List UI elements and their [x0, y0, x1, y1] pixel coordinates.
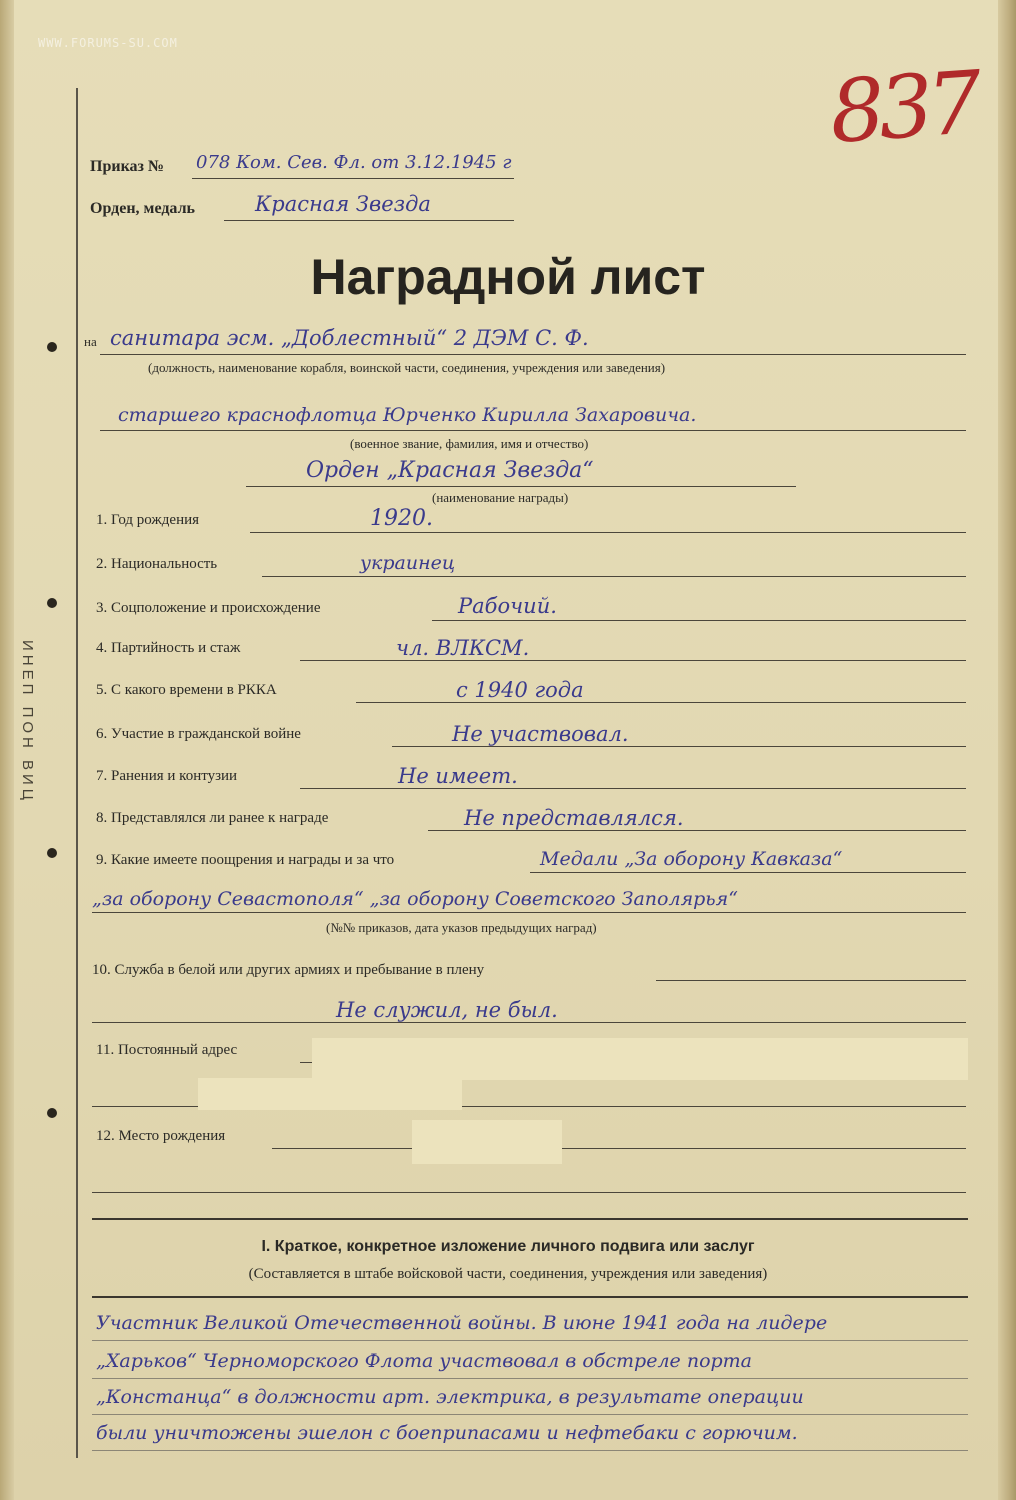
narrative-line: были уничтожены эшелон с боеприпасами и нефтебаки с горючим. [96, 1422, 798, 1444]
field-value: чл. ВЛКСМ. [396, 636, 530, 660]
ruled-line [92, 1414, 968, 1415]
field-value: Не имеет. [398, 764, 518, 788]
name-value: старшего краснофлотца Юрченко Кирилла Захаровича. [118, 404, 697, 426]
field9-caption: (№№ приказов, дата указов предыдущих наград) [326, 920, 597, 935]
ruled-line [92, 1340, 968, 1341]
field-label: 5. С какого времени в РККА [96, 682, 277, 698]
field-label: 12. Место рождения [96, 1128, 226, 1144]
name-caption: (военное звание, фамилия, имя и отчество) [350, 436, 589, 451]
field-value: Не представлялся. [464, 806, 684, 830]
field-label: 6. Участие в гражданской войне [96, 726, 301, 742]
field-underline [300, 788, 966, 789]
redacted-address [198, 1078, 462, 1110]
field-label: 11. Постоянный адрес [96, 1042, 238, 1058]
field-underline [428, 830, 966, 831]
unit-underline [100, 354, 966, 355]
unit-value: санитара эсм. „Доблестный“ 2 ДЭМ С. Ф. [110, 326, 589, 350]
to-label: на [84, 334, 97, 349]
field-underline [432, 620, 966, 621]
field-value: Медали „За оборону Кавказа“ [540, 848, 843, 870]
section-bottom-rule [92, 1296, 968, 1298]
medal-underline [224, 220, 514, 221]
field-value: Не участвовал. [452, 722, 629, 746]
redacted-birthplace [412, 1120, 562, 1164]
narrative-line: Участник Великой Отечественной войны. В июне 1941 года на лидере [96, 1312, 828, 1334]
field-underline [392, 746, 966, 747]
field-label: 3. Соцположение и происхождение [96, 600, 321, 616]
field-value: Не служил, не был. [336, 998, 558, 1022]
field-underline [272, 1148, 966, 1149]
award-caption: (наименование награды) [432, 490, 569, 505]
field-value: украинец [360, 552, 456, 574]
award-value: Орден „Красная Звезда“ [306, 458, 594, 483]
field-underline [92, 1192, 966, 1193]
ruled-line [92, 1450, 968, 1451]
punch-hole [47, 342, 57, 352]
field-underline [92, 912, 966, 913]
field-underline [92, 1022, 966, 1023]
field-label: 10. Служба в белой или других армиях и пребывание в плену [92, 962, 485, 978]
narrative-line: „Харьков“ Черноморского Флота участвовал в обстреле порта [96, 1350, 753, 1372]
field-value: „за оборону Севастополя“ „за оборону Советского Заполярья“ [92, 888, 738, 910]
award-underline [246, 486, 796, 487]
field-underline [356, 702, 966, 703]
field-label: 7. Ранения и контузии [96, 768, 238, 784]
section-subtitle: (Составляется в штабе войсковой части, соединения, учреждения или заведения) [248, 1266, 768, 1282]
field-value: 1920. [370, 506, 433, 531]
name-underline [100, 430, 966, 431]
redacted-address [312, 1038, 968, 1080]
field-underline [656, 980, 966, 981]
field-underline [300, 660, 966, 661]
punch-hole [47, 848, 57, 858]
archive-vertical-stamp: ИНЕП ПОН ВИЦ [19, 640, 36, 804]
archive-sheet-number: 837 [826, 53, 980, 163]
field-label: 9. Какие имеете поощрения и награды и за что [96, 852, 395, 868]
document-title: Наградной лист [310, 249, 706, 305]
field-label: 1. Год рождения [96, 512, 200, 528]
field-underline [530, 872, 966, 873]
field-underline [250, 532, 966, 533]
unit-caption: (должность, наименование корабля, воинской части, соединения, учреждения или заведения) [148, 360, 666, 375]
order-underline [192, 178, 514, 179]
medal-value: Красная Звезда [255, 192, 431, 216]
field-label: 8. Представлялся ли ранее к награде [96, 810, 329, 826]
punch-hole [47, 598, 57, 608]
field-label: 2. Национальность [96, 556, 218, 572]
section-top-rule [92, 1218, 968, 1220]
medal-label: Орден, медаль [90, 200, 196, 217]
field-label: 4. Партийность и стаж [96, 640, 241, 656]
field-underline [262, 576, 966, 577]
site-watermark: WWW.FORUMS-SU.COM [38, 36, 178, 50]
order-label: Приказ № [90, 158, 165, 175]
field-value: с 1940 года [456, 678, 584, 702]
order-value: 078 Ком. Сев. Фл. от 3.12.1945 г [196, 152, 512, 173]
section-title: I. Краткое, конкретное изложение личного подвига или заслуг [261, 1238, 755, 1255]
ruled-line [92, 1378, 968, 1379]
punch-hole [47, 1108, 57, 1118]
field-value: Рабочий. [458, 594, 557, 618]
narrative-line: „Констанца“ в должности арт. электрика, в результате операции [96, 1386, 804, 1408]
